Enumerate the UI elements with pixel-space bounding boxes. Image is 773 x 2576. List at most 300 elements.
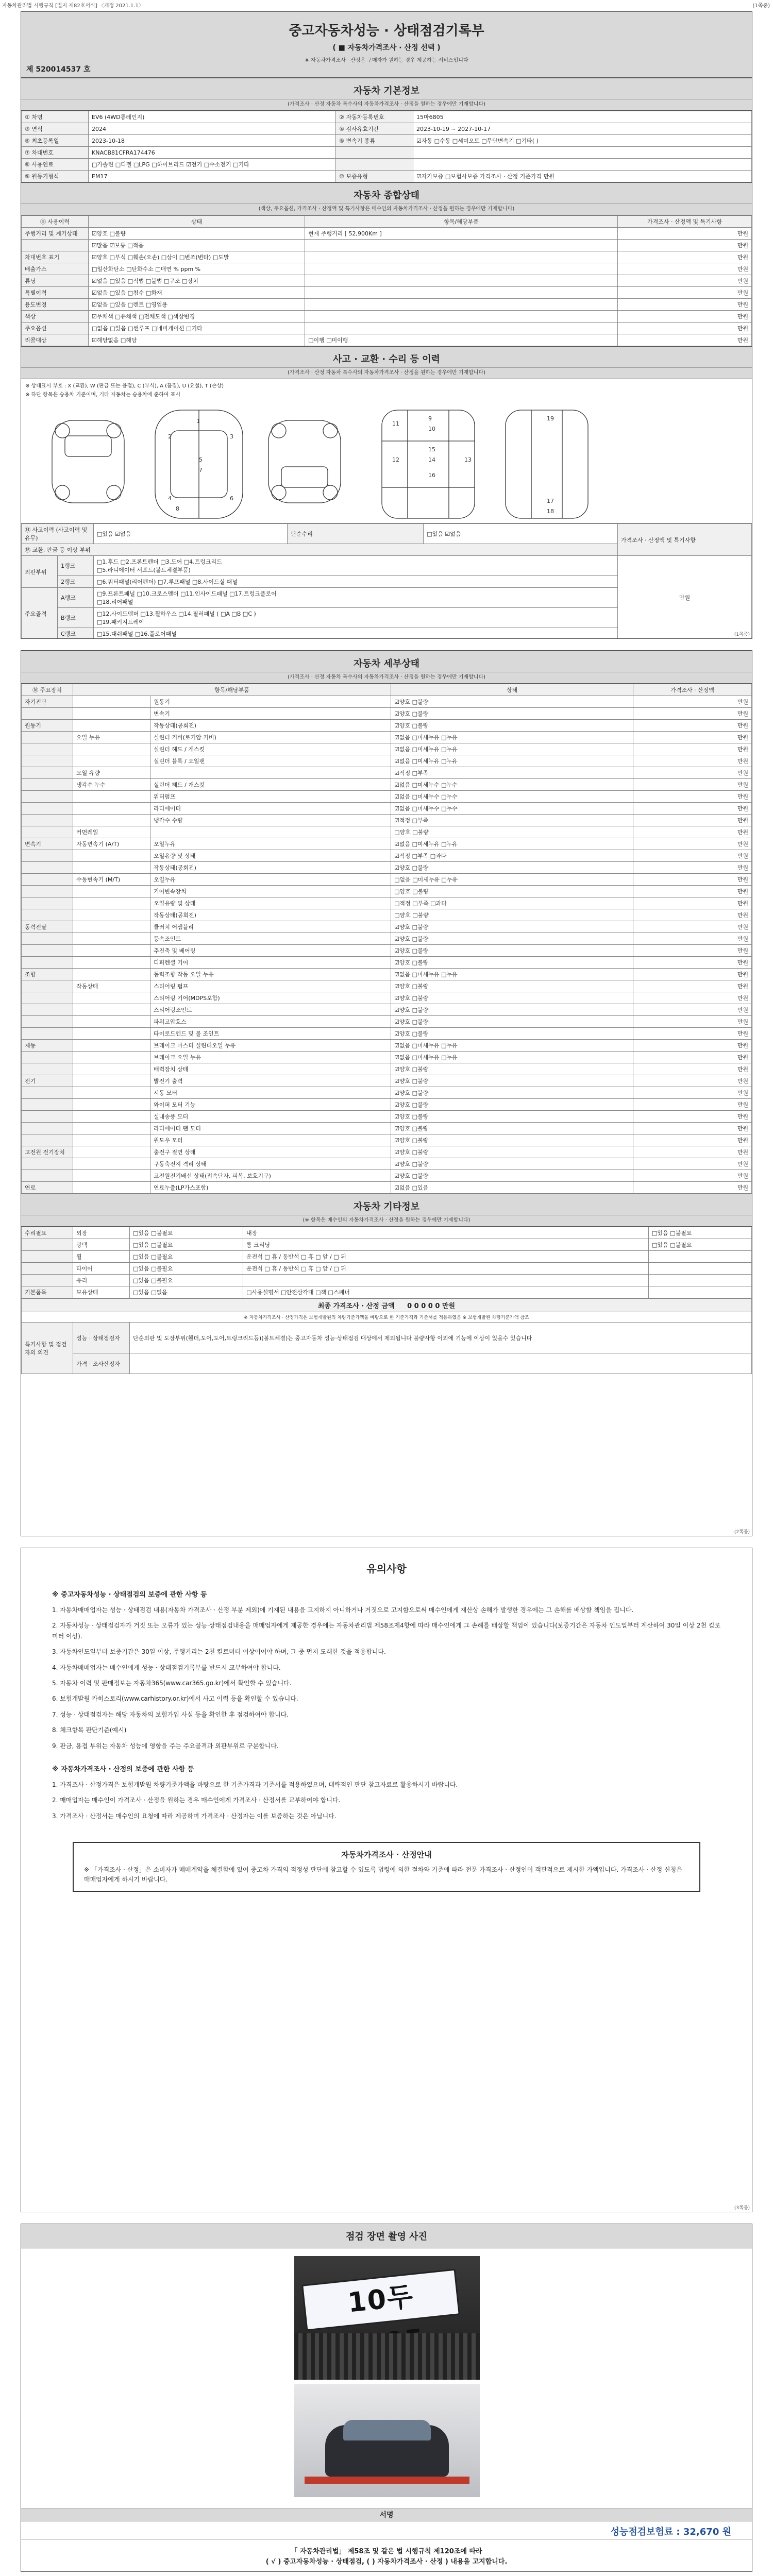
detail-item: 실린더 블록 / 오일팬: [150, 755, 391, 767]
special-label: 특기사항 및 점검자의 의견: [22, 1323, 73, 1374]
detail-sub: 자동변속기 (A/T): [73, 838, 150, 850]
detail-sub: [73, 1075, 150, 1087]
detail-state: ☑양호 □불량: [391, 921, 633, 933]
form-title: 중고자동차성능 · 상태점검기록부: [289, 23, 484, 39]
summary-item: 현재 주행거리 [ 52,900Km ]: [305, 228, 618, 240]
panel-number-label: 2: [168, 433, 172, 440]
detail-amount: 만원: [633, 1016, 752, 1028]
detail-row: [22, 1146, 752, 1158]
detail-state: ☑양호 □불량: [391, 1099, 633, 1111]
detail-group: 조향: [22, 969, 73, 980]
detail-group: [22, 732, 73, 743]
summary-head-state: 상태: [89, 216, 305, 228]
other-group: [22, 1263, 73, 1275]
notice-item: 7. 성능 · 상태점검자는 해당 자동차의 보험가입 사실 등을 확인한 후 점검하여야 합니다.: [52, 1710, 289, 1718]
detail-row: [22, 696, 752, 708]
detail-group: [22, 1004, 73, 1016]
other-item2: □사용설명서 □안전삼각대 □잭 □스패너: [243, 1286, 649, 1298]
basic-info-sub: (가격조사 · 산정 자동차 특수사의 자동차가격조사 · 산정을 원하는 경우에만 기재합니다): [21, 99, 752, 111]
summary-item: [305, 263, 618, 275]
basic-value: KNACB81CFRA174476: [89, 147, 336, 159]
other-row: [22, 1251, 752, 1263]
detail-sub: 커먼레일: [73, 826, 150, 838]
detail-group: [22, 1016, 73, 1028]
detail-sub: [73, 696, 150, 708]
detail-amount: 만원: [633, 1158, 752, 1170]
summary-usage: 특별이력: [22, 287, 89, 299]
summary-amount: 만원: [618, 287, 752, 299]
basic-value: [413, 147, 752, 159]
detail-state: ☑양호 □불량: [391, 1170, 633, 1182]
summary-row: [22, 311, 752, 323]
notice-item: 3. 가격조사 · 산정서는 매수인의 요청에 따라 제공하며 가격조사 · 산정자는 이를 보증하는 것은 아닙니다.: [52, 1812, 337, 1820]
accident-right-head: 가격조사 · 산정액 및 특기사항: [618, 524, 752, 556]
detail-sub: [73, 992, 150, 1004]
detail-state: ☑양호 □불량: [391, 1075, 633, 1087]
detail-amount: 만원: [633, 945, 752, 957]
detail-sub: 수동변속기 (M/T): [73, 874, 150, 886]
summary-usage: 리콜대상: [22, 334, 89, 346]
detail-group: [22, 945, 73, 957]
detail-sub: [73, 1099, 150, 1111]
detail-state: ☑없음 □미세누수 □누수: [391, 779, 633, 791]
detail-sub: [73, 897, 150, 909]
detail-sub: [73, 1170, 150, 1182]
detail-amount: 만원: [633, 1111, 752, 1123]
summary-amount: 만원: [618, 240, 752, 251]
detail-item: 원동기: [150, 696, 391, 708]
detail-item: 연료누출(LP가스포함): [150, 1182, 391, 1194]
detail-row: [22, 791, 752, 803]
detail-head-state: 상태: [391, 684, 633, 696]
other-value1: □있음 □불필요: [130, 1251, 243, 1263]
detail-sub: [73, 743, 150, 755]
summary-state: □일산화탄소 □탄화수소 □매연 % ppm %: [89, 263, 305, 275]
license-plate-text: 10두: [346, 2281, 416, 2319]
detail-item: 동력조향 작동 오일 누유: [150, 969, 391, 980]
detail-sub: 냉각수 누수: [73, 779, 150, 791]
detail-group: [22, 767, 73, 779]
simple-repair: 단순수리: [288, 524, 424, 544]
detail-state: ☑없음 □미세누유 □누유: [391, 1052, 633, 1063]
other-row: [22, 1263, 752, 1275]
detail-item: 디퍼렌셜 기어: [150, 957, 391, 969]
summary-row: [22, 251, 752, 263]
detail-row: [22, 815, 752, 826]
detail-sub: [73, 1087, 150, 1099]
sign-label: 서명: [21, 2509, 752, 2521]
detail-state: ☑적정 □부족: [391, 815, 633, 826]
detail-item: [150, 826, 391, 838]
detail-row: [22, 992, 752, 1004]
detail-row: [22, 838, 752, 850]
detail-sub: [73, 969, 150, 980]
detail-group: [22, 1099, 73, 1111]
detail-item: 실린더 헤드 / 개스킷: [150, 743, 391, 755]
other-item1: 휠: [73, 1251, 130, 1263]
notice-items2: [52, 1780, 721, 1821]
summary-head-amount: 가격조사 · 산정액 및 특기사항: [618, 216, 752, 228]
final-value: 0 0 0 0 0 만원: [407, 1302, 456, 1310]
car-lift: [305, 2477, 469, 2484]
frame-b-items: □12.사이드멤버 □13.휠하우스 □14.필러패널 ( □A □B □C ): [97, 611, 256, 617]
basic-label: [336, 159, 413, 171]
detail-state: ☑양호 □불량: [391, 696, 633, 708]
detail-state: ☑없음 □미세누유 □누유: [391, 969, 633, 980]
notice-title: 유의사항: [366, 1563, 407, 1575]
detail-state: ☑없음 □미세누유 □누유: [391, 732, 633, 743]
basic-value: 2023-10-19 ~ 2027-10-17: [413, 123, 752, 135]
detail-group: [22, 803, 73, 815]
detail-item: [150, 767, 391, 779]
accident-legend2: ※ 하단 항목은 승용차 기준이며, 기타 자동차는 승용차에 준하여 표시: [25, 392, 180, 398]
detail-sub: [73, 720, 150, 732]
detail-state: ☑없음 □미세누유 □누유: [391, 1040, 633, 1052]
detail-row: [22, 1182, 752, 1194]
notice-item: 8. 체크항목 판단기준(예시): [52, 1726, 127, 1734]
detail-row: [22, 826, 752, 838]
detail-item: 브레이크 마스터 실린더오일 누유: [150, 1040, 391, 1052]
detail-group: [22, 1170, 73, 1182]
form-subtitle: ( ■ 자동차가격조사 · 산정 선택 ): [332, 44, 441, 52]
summary-head-item: 항목/해당부품: [305, 216, 618, 228]
detail-amount: 만원: [633, 850, 752, 862]
detail-row: [22, 1040, 752, 1052]
detail-head-device: ⑯ 주요장치: [22, 684, 73, 696]
other-group: [22, 1239, 73, 1251]
detail-amount: 만원: [633, 791, 752, 803]
detail-state: ☑양호 □불량: [391, 1146, 633, 1158]
basic-info-section: [21, 78, 752, 182]
detail-row: [22, 803, 752, 815]
detail-sub: [73, 862, 150, 874]
summary-row: [22, 334, 752, 346]
summary-item: [305, 299, 618, 311]
detail-state: ☑양호 □불량: [391, 1028, 633, 1040]
detail-row: [22, 1063, 752, 1075]
detail-state: ☑양호 □불량: [391, 945, 633, 957]
accident-vals: □있음 ☑없음: [94, 524, 288, 544]
frame-a-items2: □18.리어패널: [97, 599, 133, 605]
other-item1: 보유상태: [73, 1286, 130, 1298]
detail-sub: [73, 945, 150, 957]
footer-line-2: ( √ ) 중고자동차성능 · 상태점검, ( ) 자동차가격조사 · 산정 ) 내용을 고지합니다.: [265, 2558, 508, 2566]
detail-state: ☑양호 □불량: [391, 957, 633, 969]
frame-a-items: □9.프론트패널 □10.크로스멤버 □11.인사이드패널 □17.트렁크플로어: [97, 590, 277, 597]
other-item2: [243, 1275, 649, 1286]
basic-row: [22, 159, 752, 171]
summary-usage: 색상: [22, 311, 89, 323]
other-item1: 외장: [73, 1227, 130, 1239]
special-sub1: 성능 · 상태점검자: [73, 1323, 130, 1353]
other-value2: □있음 □불필요: [649, 1239, 752, 1251]
summary-head-usage: ⑪ 사용이력: [22, 216, 89, 228]
detail-sub: [73, 1063, 150, 1075]
detail-row: [22, 1028, 752, 1040]
detail-row: [22, 708, 752, 720]
detail-state: ☑양호 □불량: [391, 980, 633, 992]
detail-state: ☑없음 □미세누유 □누유: [391, 743, 633, 755]
page-2-number: (2쪽중): [734, 1530, 750, 1535]
detail-item: 기어변속장치: [150, 886, 391, 897]
detail-row: [22, 933, 752, 945]
detail-item: 오일유량 및 상태: [150, 850, 391, 862]
detail-amount: 만원: [633, 897, 752, 909]
accident-amount: 만원: [618, 556, 752, 639]
detail-group: [22, 1158, 73, 1170]
panel-number-label: 6: [230, 495, 233, 502]
detail-sub: [73, 1052, 150, 1063]
detail-item: 스티어링 기어(MDPS포함): [150, 992, 391, 1004]
basic-label: ⑦ 차대번호: [22, 147, 89, 159]
notice-item: 2. 자동차성능 · 상태점검자가 거짓 또는 오류가 있는 성능·상태점검내용을 매매업자에게 제공한 경우에는 자동차관리법 제58조제4항에 따라 매수인에게 그 손해를 배상할 책임이 있습니다(보증기간은 자동차 인도일부터 계산하여 30일 이상 2천 킬로미터 이상).: [52, 1622, 720, 1640]
notice-item: 1. 자동차매매업자는 성능 · 상태점검 내용(자동차 가격조사 · 산정 부분 제외)에 기재된 내용을 고지하지 아니하거나 거짓으로 고지함으로써 매수인에게 재산상 손해가 발생한 경우에는 그 손해를 배상할 책임을 집니다.: [52, 1606, 634, 1614]
other-item1: 광택: [73, 1239, 130, 1251]
detail-group: 동력전달: [22, 921, 73, 933]
detail-group: [22, 933, 73, 945]
notice-box-text: ※ 「가격조사 · 산정」은 소비자가 매매계약을 체결함에 있어 중고차 가격의 적정성 판단에 참고할 수 있도록 법령에 의한 절차와 기준에 따라 전문 가격조사 · 산정인이 객관적으로 제시한 가액입니다. 가격조사 · 산정 신청은 매매업자에게 하시기 바랍니다.: [84, 1866, 682, 1884]
outer-rank1-items: □1.후드 □2.프론트펜더 □3.도어 □4.트렁크리드: [97, 558, 222, 565]
other-title: 자동차 기타정보: [21, 1194, 752, 1215]
panel-number-label: 3: [230, 433, 233, 440]
detail-sub: [73, 921, 150, 933]
summary-table: [21, 215, 752, 346]
detail-state: ☑없음 □미세누유 □누유: [391, 838, 633, 850]
basic-info-table: [21, 111, 752, 182]
detail-amount: 만원: [633, 1182, 752, 1194]
detail-amount: 만원: [633, 696, 752, 708]
notice-item: 6. 보험개발원 카히스토리(www.carhistory.or.kr)에서 사고 이력 등을 확인할 수 있습니다.: [52, 1695, 298, 1703]
detail-state: ☑양호 □불량: [391, 1158, 633, 1170]
detail-row: [22, 909, 752, 921]
detail-group: [22, 1063, 73, 1075]
detail-group: 원동기: [22, 720, 73, 732]
summary-state: ☑많음 ☑보통 □적음: [89, 240, 305, 251]
detail-item: 라디에이터: [150, 803, 391, 815]
detail-amount: 만원: [633, 779, 752, 791]
other-value1: □있음 □불필요: [130, 1263, 243, 1275]
detail-sub: [73, 909, 150, 921]
other-item1: 유리: [73, 1275, 130, 1286]
special-text: 단순외판 및 도장부위(휀더,도어,도어,트렁크리드등)(볼트체결)는 중고자동차 성능·상태점검 대상에서 제외됩니다 불량사항 이외에 기능에 이상이 있을수 있습니다: [130, 1323, 752, 1353]
detail-item: 발전기 출력: [150, 1075, 391, 1087]
detail-group: 자기진단: [22, 696, 73, 708]
detail-item: 시동 모터: [150, 1087, 391, 1099]
panel-number-label: 11: [392, 420, 399, 427]
detail-row: [22, 1099, 752, 1111]
summary-amount: 만원: [618, 228, 752, 240]
detail-state: ☑양호 □불량: [391, 1087, 633, 1099]
basic-value: ☑자동 □수동 □세미오토 □무단변속기 □기타( ): [413, 135, 752, 147]
detail-sub: (가격조사 · 산정 자동차 특수사의 자동차가격조사 · 산정을 원하는 경우에만 기재합니다): [21, 672, 752, 684]
summary-amount: 만원: [618, 263, 752, 275]
frame-c: C랭크: [58, 628, 94, 639]
notice-box: [73, 1842, 700, 1892]
detail-item: 오일누유: [150, 838, 391, 850]
special-empty: [130, 1353, 752, 1374]
detail-group: 전기: [22, 1075, 73, 1087]
summary-item: [305, 251, 618, 263]
detail-state: ☑양호 □불량: [391, 720, 633, 732]
detail-group: [22, 1111, 73, 1123]
detail-group: [22, 743, 73, 755]
summary-item: [305, 287, 618, 299]
summary-row: [22, 299, 752, 311]
form-page-indicator: (1쪽중): [752, 3, 770, 9]
detail-item: 실내송풍 모터: [150, 1111, 391, 1123]
detail-state: ☑없음 □미세누수 □누수: [391, 803, 633, 815]
summary-amount: 만원: [618, 311, 752, 323]
detail-state: □적정 □부족 □과다: [391, 897, 633, 909]
detail-item: 등속조인트: [150, 933, 391, 945]
detail-sub: [73, 933, 150, 945]
summary-usage: [22, 240, 89, 251]
detail-group: [22, 980, 73, 992]
detail-amount: 만원: [633, 1028, 752, 1040]
summary-item: [305, 240, 618, 251]
detail-amount: 만원: [633, 826, 752, 838]
accident-title: 사고 · 교환 · 수리 등 이력: [21, 346, 752, 368]
summary-item: [305, 275, 618, 287]
detail-item: 스티어링 펌프: [150, 980, 391, 992]
detail-state: ☑양호 □불량: [391, 862, 633, 874]
detail-group: [22, 850, 73, 862]
detail-row: [22, 862, 752, 874]
detail-group: [22, 791, 73, 803]
basic-label: ② 자동차등록번호: [336, 111, 413, 123]
other-value1: □있음 □불필요: [130, 1239, 243, 1251]
detail-state: ☑적정 □부족: [391, 767, 633, 779]
detail-item: 변속기: [150, 708, 391, 720]
detail-sub: [73, 755, 150, 767]
other-value2: □있음 □불필요: [649, 1227, 752, 1239]
detail-group: [22, 708, 73, 720]
detail-sub: 작동상태: [73, 980, 150, 992]
detail-row: [22, 1075, 752, 1087]
doc-number: 제 520014537 호: [26, 65, 91, 74]
notice-sec2: ※ 자동차가격조사 · 산정의 보증에 관한 사항 등: [52, 1765, 194, 1773]
detail-amount: 만원: [633, 933, 752, 945]
page-1-number: (1쪽중): [734, 632, 750, 637]
notice-sec1: ※ 중고자동차성능 · 상태점검의 보증에 관한 사항 등: [52, 1591, 207, 1599]
detail-row: [22, 850, 752, 862]
summary-amount: 만원: [618, 323, 752, 334]
summary-item: [305, 311, 618, 323]
detail-amount: 만원: [633, 921, 752, 933]
other-table: [21, 1227, 752, 1298]
detail-sub: [73, 791, 150, 803]
inspection-photo-1: [294, 2256, 480, 2380]
detail-state: ☑양호 □불량: [391, 708, 633, 720]
detail-item: 클러치 어셈블리: [150, 921, 391, 933]
frame-b-items2: □19.패키지트레이: [97, 619, 144, 625]
detail-group: [22, 862, 73, 874]
detail-state: ☑없음 □있음: [391, 1182, 633, 1194]
panel-number-label: 1: [196, 418, 200, 425]
frame-c-items: □15.대쉬패널 □16.플로어패널: [94, 628, 618, 639]
summary-usage: 차대번호 표기: [22, 251, 89, 263]
sign-row: [21, 2509, 752, 2539]
detail-amount: 만원: [633, 767, 752, 779]
detail-sub: [73, 886, 150, 897]
panel-number-label: 7: [199, 467, 203, 473]
detail-amount: 만원: [633, 1063, 752, 1075]
detail-state: ☑적정 □부족 □과다: [391, 850, 633, 862]
summary-item: □이행 □미이행: [305, 334, 618, 346]
notice-item: 2. 매매업자는 매수인이 가격조사 · 산정을 원하는 경우 매수인에게 가격조사 · 산정서를 교부하여야 합니다.: [52, 1797, 341, 1804]
notice-item: 9. 판금, 용접 부위는 자동차 성능에 영향을 주는 주요골격과 외판부위로 구분합니다.: [52, 1742, 279, 1750]
detail-head-amount: 가격조사 · 산정액: [633, 684, 752, 696]
outer-panel: 외판부위: [22, 556, 58, 588]
summary-state: ☑없음 □있음 □침수 □화재: [89, 287, 305, 299]
other-item2: 룸 크리닝: [243, 1239, 649, 1251]
basic-info-title: 자동차 기본정보: [21, 78, 752, 99]
other-value2: [649, 1263, 752, 1275]
other-value1: □있음 □없음: [130, 1286, 243, 1298]
other-value2: [649, 1275, 752, 1286]
summary-row: [22, 323, 752, 334]
panel-number-label: 4: [168, 495, 172, 502]
detail-amount: 만원: [633, 980, 752, 992]
detail-sub: 오일 유량: [73, 767, 150, 779]
detail-row: [22, 945, 752, 957]
detail-state: ☑양호 □불량: [391, 933, 633, 945]
detail-row: [22, 1158, 752, 1170]
license-plate: [301, 2269, 460, 2331]
summary-amount: 만원: [618, 251, 752, 263]
detail-sub: [73, 957, 150, 969]
detail-group: [22, 815, 73, 826]
detail-state: □없음 □미세누유 □누유: [391, 874, 633, 886]
final-label: 최종 가격조사 · 산정 금액: [317, 1302, 395, 1310]
accident-section: [21, 346, 752, 639]
detail-item: 오일유량 및 상태: [150, 897, 391, 909]
basic-row: [22, 147, 752, 159]
detail-state: □양호 □불량: [391, 909, 633, 921]
other-sub: (※ 항목은 매수인의 자동차가격조사 · 산정을 원하는 경우에만 기재합니다): [21, 1215, 752, 1227]
detail-amount: 만원: [633, 708, 752, 720]
detail-group: [22, 1134, 73, 1146]
detail-item: 구동축전지 격리 상태: [150, 1158, 391, 1170]
detail-item: 타이로드엔드 및 볼 조인트: [150, 1028, 391, 1040]
inspection-photo-2: [294, 2384, 480, 2497]
detail-row: [22, 886, 752, 897]
detail-sub: [73, 1004, 150, 1016]
other-value2: [649, 1251, 752, 1263]
detail-row: [22, 921, 752, 933]
car-windshield: [343, 2420, 431, 2441]
detail-group: 고전원 전기장치: [22, 1146, 73, 1158]
panel-number-label: 16: [428, 472, 435, 479]
detail-title: 자동차 세부상태: [21, 651, 752, 672]
form-legal-reference: 자동차관리법 시행규칙 [별지 제82호서식] 〈개정 2021.1.1〉: [2, 3, 144, 9]
panel-number-label: 14: [428, 456, 435, 463]
special-sub2: 가격 · 조사산정자: [73, 1353, 130, 1374]
detail-amount: 만원: [633, 909, 752, 921]
detail-amount: 만원: [633, 1052, 752, 1063]
outer-rank1: 1랭크: [58, 556, 94, 576]
detail-amount: 만원: [633, 1087, 752, 1099]
detail-state: ☑양호 □불량: [391, 1063, 633, 1075]
panel-number-label: 8: [176, 505, 179, 512]
detail-item: 라디에이터 팬 모터: [150, 1123, 391, 1134]
basic-row: [22, 171, 752, 182]
panel-number-label: 19: [547, 415, 554, 422]
simple-vals: □있음 ☑없음: [424, 524, 618, 544]
frame-a: A랭크: [58, 588, 94, 608]
detail-item: 파워고압호스: [150, 1016, 391, 1028]
detail-sub: [73, 850, 150, 862]
